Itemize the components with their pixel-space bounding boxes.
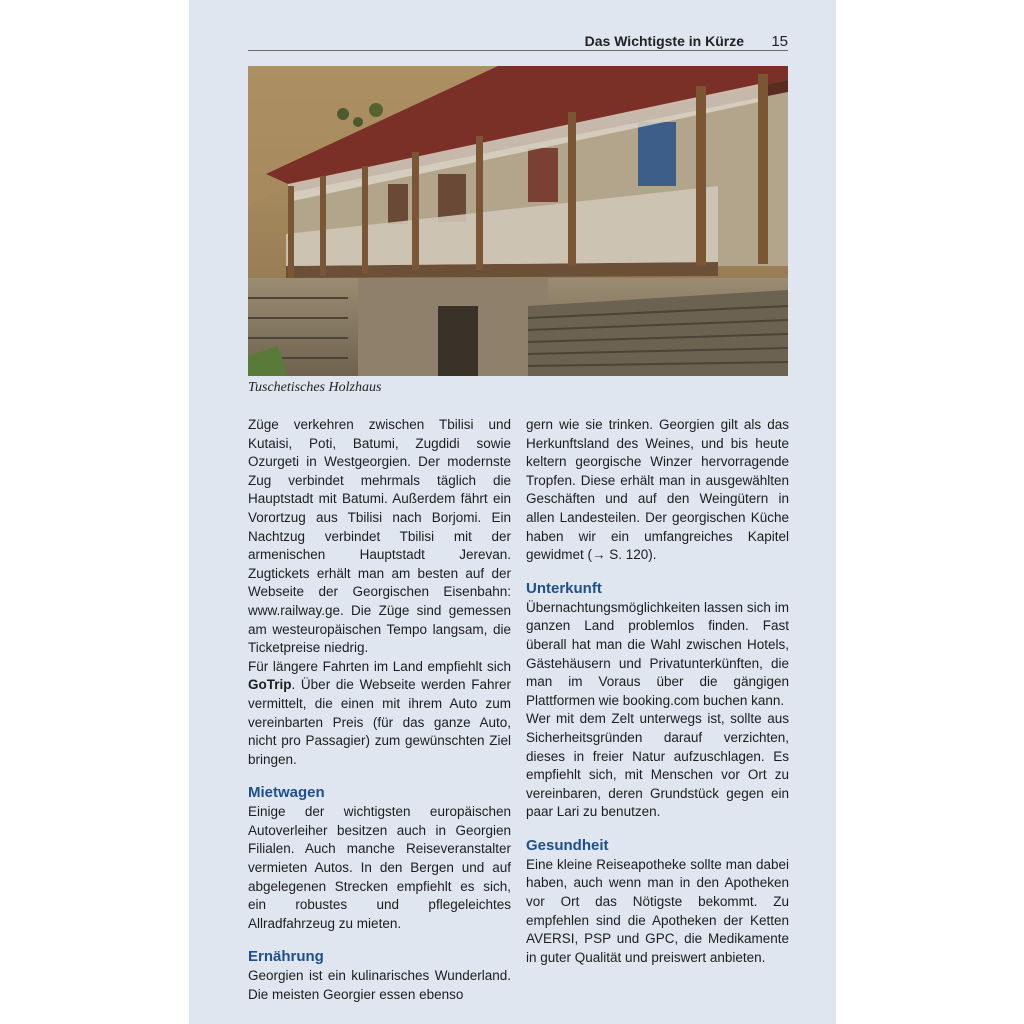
- mietwagen-heading: Mietwagen: [248, 784, 325, 802]
- wine-paragraph: gern wie sie trinken. Georgien gilt als das Herkunftsland des Weines, und bis heute keltern georgische Winzer hervorragende Tropfen. Diese erhält man in ausgewählten Geschäften und auf den Weingütern in allen Landesteilen. Der georgischen Küche haben wir ein umfangreiches Kapitel gewidmet (→ S. 120).: [526, 417, 789, 563]
- unterkunft-paragraph-1: Übernachtungsmöglichkeiten lassen sich im ganzen Land problemlos finden. Fast überall hat man die Wahl zwischen Hotels, Gästehäusern und Privatunterkünften, die man im Voraus über die gängigen Plattformen wie booking.com buchen kann.: [526, 599, 789, 708]
- ernaehrung-heading: Ernährung: [248, 948, 324, 966]
- running-header: [248, 30, 788, 51]
- unterkunft-heading: Unterkunft: [526, 579, 602, 597]
- mietwagen-paragraph: Einige der wichtigsten europäischen Autoverleiher besitzen auch in Georgien Filialen. Auch manche Reiseveranstalter vermieten Autos. In den Bergen und auf abgelegenen Strecken empfiehlt es sich, ein robustes und pflegeleichtes Allradfahrzeug zu mieten.: [248, 804, 511, 931]
- wooden-house-illustration: [248, 66, 788, 376]
- book-page: [189, 0, 836, 1024]
- house-photo: [248, 66, 788, 376]
- right-column: [526, 416, 789, 967]
- gotrip-text-before: Für längere Fahrten im Land empfiehlt sich: [248, 658, 511, 674]
- photo-caption: Tuschetisches Holzhaus: [248, 380, 382, 395]
- trains-paragraph: Züge verkehren zwischen Tbilisi und Kutaisi, Poti, Batumi, Zugdidi sowie Ozurgeti in Westgeorgien. Der modernste Zug verbindet mehrmals täglich die Hauptstadt mit Batumi. Außerdem fährt ein Vorortzug aus Tbilisi nach Borjomi. Ein Nachtzug verbindet Tbilisi mit der armenischen Hauptstadt Jerevan. Zugtickets erhält man am besten auf der Webseite der Georgischen Eisenbahn: www.railway.ge. Die Züge sind gemessen am westeuropäischen Tempo langsam, die Ticketpreise niedrig.: [248, 417, 511, 656]
- page-number: 15: [771, 33, 788, 50]
- unterkunft-paragraph-2: Wer mit dem Zelt unterwegs ist, sollte aus Sicherheitsgründen darauf verzichten, dieses in freier Natur aufzuschlagen. Es empfiehlt sich, mit Menschen vor Ort zu vereinbaren, deren Grundstück gegen ein paar Lari zu benutzen.: [526, 711, 789, 820]
- chapter-title: Das Wichtigste in Kürze: [584, 33, 744, 49]
- gesundheit-paragraph: Eine kleine Reiseapotheke sollte man dabei haben, auch wenn man in den Apotheken vor Ort das Nötigste bekommt. Zu empfehlen sind die Apotheken der Ketten AVERSI, PSP und GPC, die Medikamente in guter Qualität und preiswert anbieten.: [526, 856, 789, 965]
- gotrip-name: GoTrip: [248, 677, 292, 693]
- gesundheit-heading: Gesundheit: [526, 836, 609, 854]
- gotrip-text-after: . Über die Webseite werden Fahrer vermittelt, die einen mit ihrem Auto zum vereinbarten Preis (für das ganze Auto, nicht pro Passagier) zum gewünschten Ziel bringen.: [248, 677, 511, 767]
- ernaehrung-paragraph: Georgien ist ein kulinarisches Wunderland. Die meisten Georgier essen ebenso: [248, 968, 511, 1003]
- left-column: [248, 416, 511, 1005]
- gotrip-paragraph: [248, 658, 511, 770]
